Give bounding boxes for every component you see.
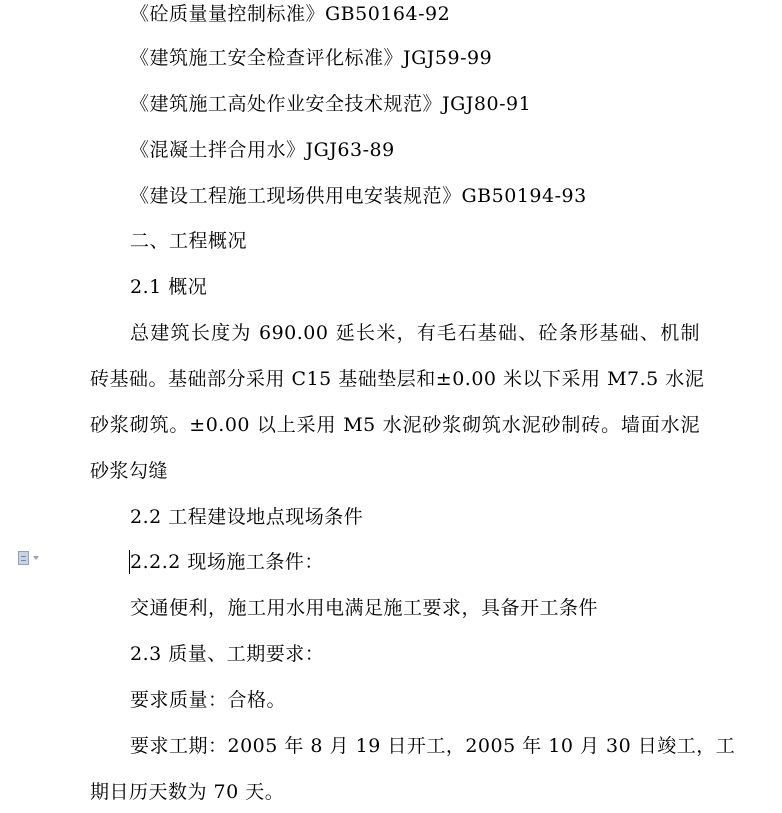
schedule-requirement-line-2: 期日历天数为 70 天。 — [90, 781, 285, 803]
subsection-heading-2-2: 2.2 工程建设地点现场条件 — [130, 506, 364, 528]
section-heading-overview: 二、工程概况 — [130, 230, 248, 252]
document-paragraph-icon — [18, 551, 29, 565]
subsection-heading-2-2-2[interactable]: 2.2.2 现场施工条件： — [130, 551, 324, 573]
paragraph-options-button[interactable] — [18, 550, 48, 568]
subsection-heading-2-1: 2.1 概况 — [130, 276, 208, 298]
reference-standard-2: 《建筑施工安全检查评化标准》JGJ59-99 — [130, 47, 493, 69]
reference-standard-3: 《建筑施工高处作业安全技术规范》JGJ80-91 — [130, 93, 532, 115]
site-conditions-text: 交通便利，施工用水用电满足施工要求，具备开工条件 — [130, 597, 599, 619]
reference-standard-1: 《砼质量量控制标准》GB50164-92 — [130, 3, 451, 25]
dropdown-caret-icon — [33, 556, 39, 560]
subsection-heading-2-3: 2.3 质量、工期要求： — [130, 643, 325, 665]
quality-requirement-text: 要求质量：合格。 — [130, 689, 287, 711]
body-paragraph-line-1: 总建筑长度为 690.00 延长米，有毛石基础、砼条形基础、机制 — [130, 322, 700, 344]
body-paragraph-line-3: 砂浆砌筑。±0.00 以上采用 M5 水泥砂浆砌筑水泥砂制砖。墙面水泥 — [90, 414, 700, 436]
reference-standard-5: 《建设工程施工现场供用电安装规范》GB50194-93 — [130, 185, 587, 207]
body-paragraph-line-4: 砂浆勾缝 — [90, 460, 169, 482]
body-paragraph-line-2: 砖基础。基础部分采用 C15 基础垫层和±0.00 米以下采用 M7.5 水泥 — [90, 368, 705, 390]
reference-standard-4: 《混凝土拌合用水》JGJ63-89 — [130, 139, 395, 161]
schedule-requirement-line-1: 要求工期：2005 年 8 月 19 日开工，2005 年 10 月 30 日竣工，工 — [130, 735, 736, 757]
